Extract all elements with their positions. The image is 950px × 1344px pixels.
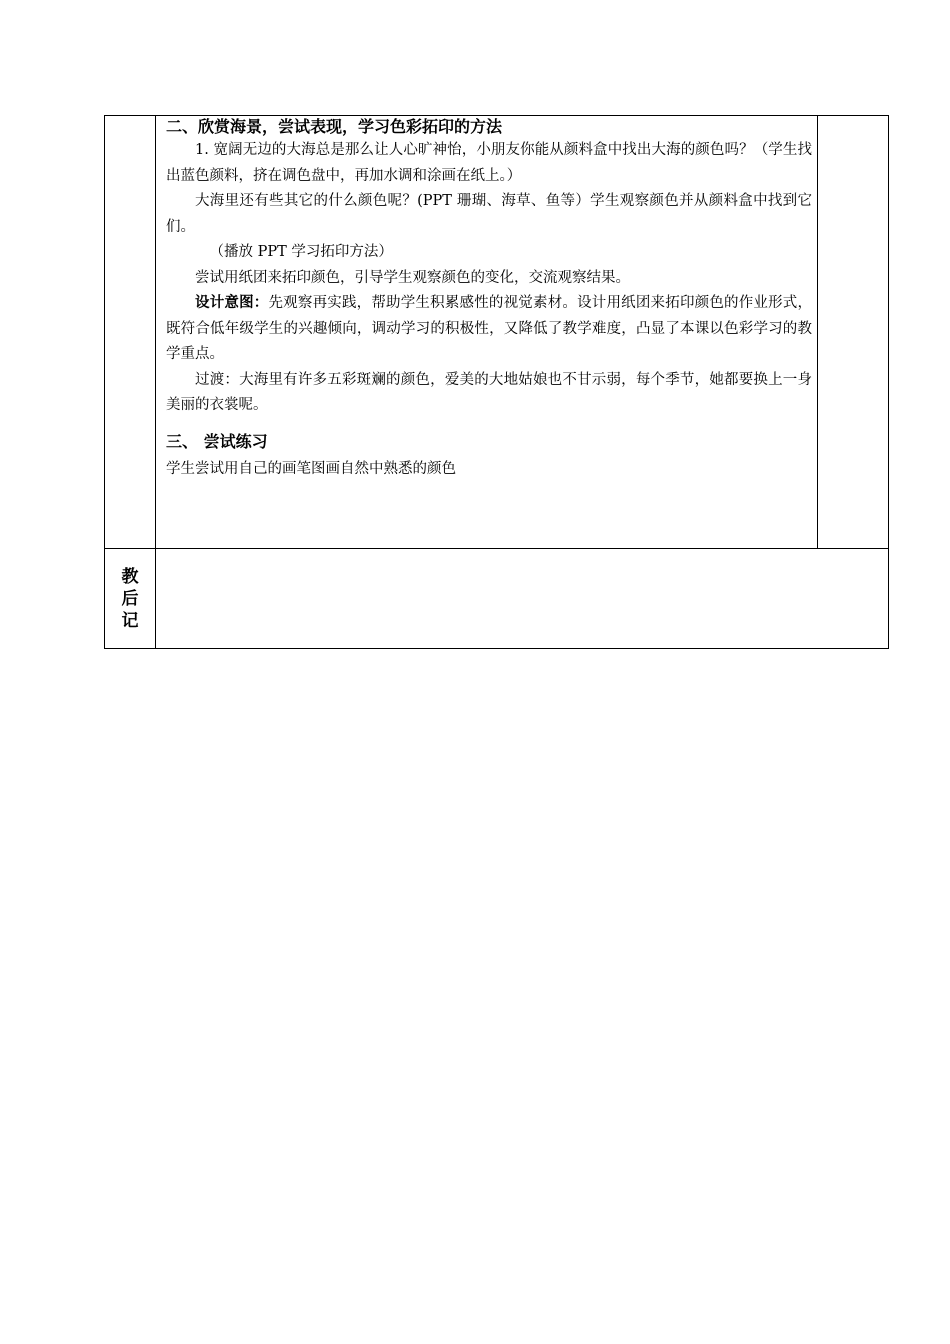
afterword-content-cell (156, 549, 888, 648)
table-top-border-right (818, 115, 889, 116)
afterword-label-char-1: 教 (121, 566, 139, 587)
section2-paragraph-2: 大海里还有些其它的什么颜色呢？(PPT 珊瑚、海草、鱼等）学生观察颜色并从颜料盒中找到它们。 (166, 193, 812, 235)
afterword-label-char-2: 后 (121, 588, 139, 609)
table-inner-right-border (817, 115, 818, 549)
afterword-label-char-3: 记 (121, 610, 139, 631)
table-right-border (888, 115, 889, 649)
section3-heading: 三、 尝试练习 (166, 431, 268, 451)
lesson-content (166, 116, 812, 482)
afterword-label (104, 549, 156, 648)
design-intent-label: 设计意图： (195, 295, 269, 311)
section2-paragraph-4: 尝试用纸团来拓印颜色，引导学生观察颜色的变化，交流观察结果。 (195, 269, 630, 286)
transition-paragraph: 过渡：大海里有许多五彩斑斓的颜色，爱美的大地姑娘也不甘示弱，每个季节，她都要换上一身美丽的衣裳呢。 (166, 371, 812, 413)
table-bottom-border (104, 648, 889, 649)
design-intent-text: 先观察再实践，帮助学生积累感性的视觉素材。设计用纸团来拓印颜色的作业形式，既符合低年级学生的兴趣倾向，调动学习的积极性，又降低了教学难度，凸显了本课以色彩学习的教学重点。 (166, 295, 813, 362)
section2-heading: 二、欣赏海景，尝试表现，学习色彩拓印的方法 (166, 117, 503, 136)
section2-paragraph-1: 1. 宽阔无边的大海总是那么让人心旷神怡，小朋友你能从颜料盒中找出大海的颜色吗？（学生找出蓝色颜料，挤在调色盘中，再加水调和涂画在纸上。） (166, 142, 812, 184)
section2-paragraph-3: （播放 PPT 学习拓印方法） (209, 244, 393, 260)
section3-paragraph-1: 学生尝试用自己的画笔图画自然中熟悉的颜色 (166, 460, 456, 477)
design-intent-paragraph (166, 291, 812, 368)
